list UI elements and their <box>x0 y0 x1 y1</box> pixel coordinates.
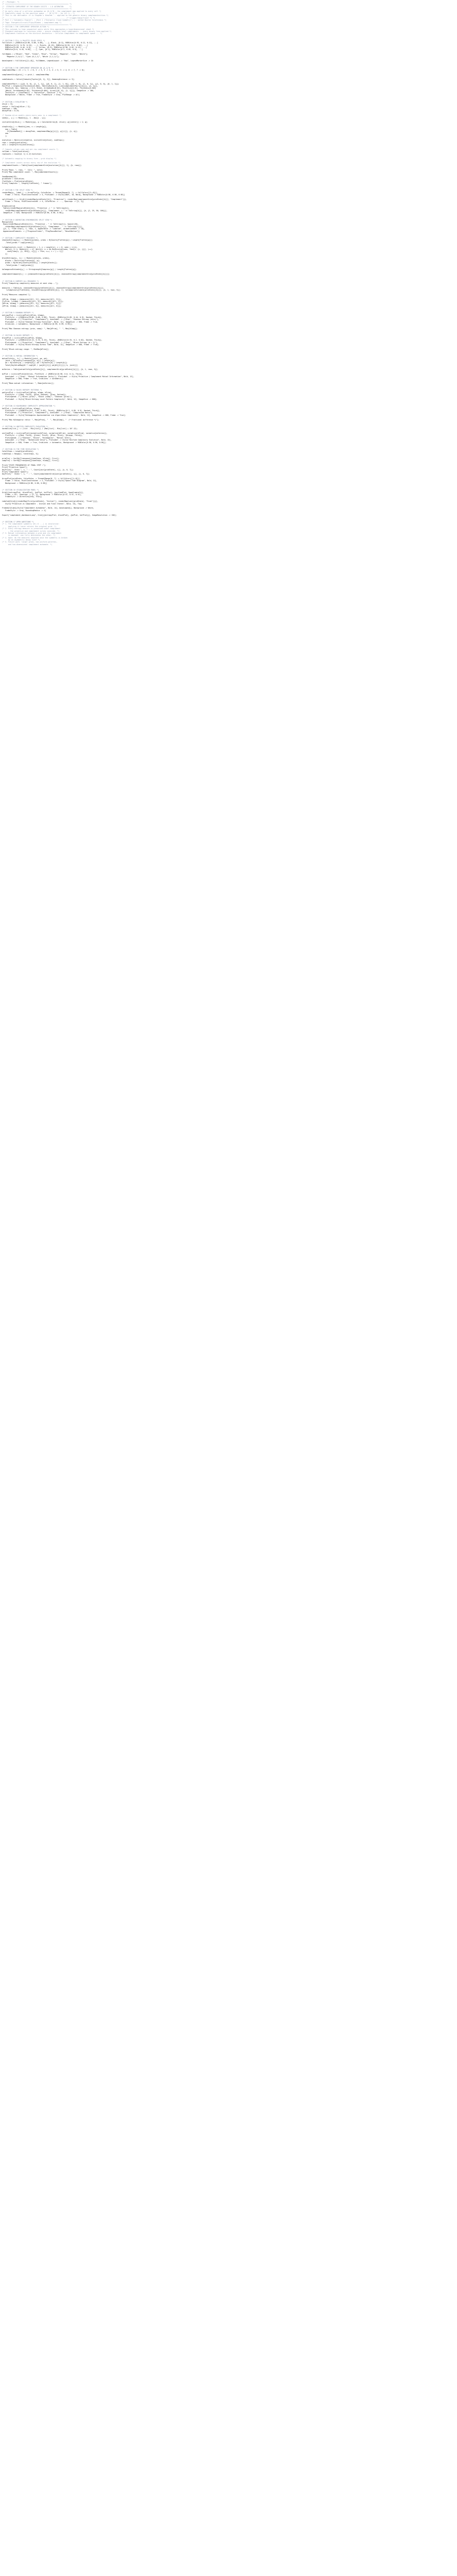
code-line: PlotLegends -> {"Primitive", "Complement"}, AxesLabel -> {"Step", "Shannon Entropy (bits)"}, <box>2 318 99 321</box>
code-line: stepGrid[g_] := Module[{new, n = Length[g]}, <box>2 126 47 128</box>
code-line: ImageSize -> 640, Frame -> True, GridLines -> Automatic, Background -> RGBColor[0.98, 0.98, 0.98]]; <box>2 441 107 444</box>
code-line: totalSteps = Length[gridState]; <box>2 450 34 453</box>
code-line: {lzPrim, lzComp} = {measures[[All, 4]], measures[[All, 4]]}; <box>2 300 64 303</box>
code-line: (* ::Package:: *) <box>2 1 20 3</box>
code-line: lzComplexity[flatState], blockEntropy[gridState[[k]], 2], kolmogorovEstimate[gridState[[k]]]}, {k, 1, rows, 5}]; <box>2 289 121 292</box>
code-line: -Total[probs * Log2[probs]]] <box>2 241 34 244</box>
section-title: (* SECTION 9 SHANNON ENTROPY *) <box>2 312 34 314</box>
code-line: PlotStyle -> {{RGBColor[0.86, 0.08, 0.08], Thick}, {RGBColor[0.09, 0.44, 0.9], Dashed, Thick}}, <box>2 316 103 319</box>
code-line: Print["Complete ", Length[flatState], " frames"]; <box>2 182 53 184</box>
code-line: Print["STATE FREQUENCIES AT FINAL STEP :"]; <box>2 464 46 466</box>
code-line: nSize = 31; <box>2 103 13 106</box>
code-line: -Total[probs * Log2[probs]]] <box>2 264 34 266</box>
code-line: entropyPlot = ListLinePlot[{hPrim, hComp}, <box>2 314 45 316</box>
section-title: (* SECTION 14 UNIFIED COMPLEXITY EVOLUTION *) <box>2 425 48 428</box>
header-block <box>2 1 457 35</box>
section-time <box>2 448 457 484</box>
section-complexity <box>2 237 457 276</box>
code-line: If[RandomReal[] < decayProb, complementMap[g[[i]]], g[[i]]], {i, n}]; <box>2 130 78 132</box>
code-line: probs = N[Values[Counts[blocks]] / Length[blocks]]; <box>2 262 58 264</box>
code-line: AppearanceElements -> {"ProgressSlider", "PlayPauseButton", "ResetButton"}] <box>2 230 80 232</box>
code-line: seen[Take[s, {i, Min[j, n]}]] = True; c++; i = j + 1]]; <box>2 250 64 253</box>
code-line: compTraj = SortBy[Transpose[{timeSteps, hComp}], First]; <box>2 459 60 462</box>
code-line: by an asymmetric decay rule? *) <box>2 539 40 541</box>
section-title: (* SECTION 8 COMPUTE ALL MEASURES *) <box>2 280 39 282</box>
code-line: (* 5. Future work: larger grids, non-uniform palettes, <box>2 541 58 544</box>
code-line: is maximal: one fully determines the other. *) <box>2 534 56 537</box>
section-complement <box>2 67 457 96</box>
code-line: Print["Max Kolmogorov ratio: ", Max[kPrim], " ", Max[kComp], " (* Fractional difference *)"]; <box>2 418 99 421</box>
code-line: (* ============================================================== *) <box>2 23 72 26</box>
code-line: (* Complement-function on the distinct Aesthetics : Cellular-Complement to complement space ... *) <box>2 32 103 35</box>
code-line: Row[{renderMap[gridState[[t]], "Primitive - " <> ToString[t]], Spacer[20], <box>2 223 79 226</box>
code-line: (* Completely equal to the positive space ... {0,1}^Z2 ; for all k ; *) <box>2 12 75 14</box>
code-line: (* ITERATED COMPLEMENT OF THE BINARY DIGITS : 1-D AUTOMATON *) <box>2 5 72 8</box>
section-body <box>2 337 457 350</box>
section-sync <box>2 219 457 232</box>
code-line: kolmogorovEstimate[g_] := StringLength[Compress[g]] / Length[Flatten[g]]; <box>2 268 77 271</box>
code-line: lzComplexity[s_List] := Module[{i = 1, n = Length[s], c = 0, seen = <||>}, <box>2 246 78 248</box>
section-body <box>2 450 457 484</box>
code-line: Print["Primitive Space"]; <box>2 466 28 469</box>
code-line: TextStyle -> {FontFamily -> "Helvetica", FontSize -> 9}, ... <box>2 92 67 94</box>
code-line: rows = Length[evolution]; <box>2 141 28 144</box>
code-line: mutualInfo[a_, b_] := Module[{joint, pa, pb}, <box>2 357 48 360</box>
code-line: rowCounts = Count[#, 1] & /@ evolution; <box>2 152 42 155</box>
code-line: Print["Measures computed."]; <box>2 293 31 296</box>
section-title: (* SECTION 7 COMPLEXITY MEASURES *) <box>2 236 38 239</box>
code-line: Frame -> False, PixelConstrained -> 4, ColorRules -> ..., Spacings -> {2, 1}] <box>2 200 84 203</box>
code-line: seed[x_, y_] := Module[{}, 1 - Abs[x - y]]; <box>2 116 46 119</box>
section-title: (* SECTION 5 THE SPLIT VIEW *) <box>2 189 33 192</box>
code-line: Frame -> False, PixelConstrained -> 2, PlotLabel -> Style["Space-Time Diagram", Bold, 12], <box>2 480 97 482</box>
code-line: primTraj = SortBy[Transpose[{timeSteps, hPrim}], First]; <box>2 457 60 460</box>
code-line: complementCompare[k_] := {shannonEntropy[gridState[[k]]], shannonEntropy[complementGrid[gridState[[k]]]]} <box>2 273 110 276</box>
section-title: (* SECTION 3 THE COMPLEMENT OPERATOR ON {0,1}^N *) <box>2 66 54 69</box>
section-split-view <box>2 189 457 214</box>
section-kolmogorov <box>2 405 457 421</box>
code-line: (* Random-drive models where every pass is a complement *) <box>2 114 62 117</box>
code-line: FrameStyle -> Directive[Gray, Thin]] <box>2 496 42 498</box>
code-line: decayProb = 0.25; <box>2 110 20 112</box>
code-line: baseLegend = fullColors[[1;;8]], fullNames, LegendLayout -> "Row", LegendMarkerSize -> 10 <box>2 60 93 62</box>
code-line: (* Standard analogue to luxurious order : ensure standard-level complements -- every binary form applied *) <box>2 30 112 33</box>
code-line: unifiedPlot = ListLinePlot[{normalize[hPrim], normalize[bPrim], normalize[kPrim], normalize[miSeries]}, <box>2 432 108 435</box>
code-line: PlotLabel -> Style["Block Entropy Local Pattern Complexity", Bold, 12], ImageSize -> 600]; <box>2 398 97 400</box>
code-line: fullNames = {"Black", "Red", "Green", "Blue", "Yellow", "Magenta", "Cyan", "White"}; <box>2 53 88 56</box>
code-line: PlotLegends -> {"Primitive", "Complement"}, AxesLabel -> {"Step", "Block Entropy (b = 2)"}, <box>2 341 98 344</box>
code-line: PairPlot = Graphics[{Thickness[0.004], Table[{Hue[k/4], Line[complementPairs[[k]]]}, {k, 4}]}, <box>2 84 98 87</box>
code-line: renderMap[complementGrid[gridState[[t]]], "Complement - " <> ToString[t]]}], <box>2 225 83 228</box>
code-line: PlotStyle -> {{Red, Thick}, {Blue, Dashed}, {Gray, Dotted}}, <box>2 393 67 396</box>
code-line: {{t, 1, "Time step"}, 1, rows, 1, Appearance -> "Labeled", AnimationRate -> 10}, <box>2 228 85 230</box>
code-line: fullColors = {RGBColor[0.86, 0.08, 0.08], ...}, Black, {0.3}, RGBColor[0.93, 0.12, 0.12], ...] <box>2 42 98 44</box>
code-line: ArrayPlot[gridState, ColorRules -> Thread[Range[0, 7] -> fullColors[[1;;8]]], <box>2 478 81 480</box>
section-body <box>2 392 457 401</box>
section-shannon <box>2 312 457 330</box>
code-line: AxesLabel -> {"Step", "Mutual Information (bits)"}, PlotLabel -> Style["Primitive / Complement Mutual Information", Bold, 12], <box>2 375 134 378</box>
code-line: (* An early step of a cellular automaton on {0,1}^N : the complement map applied to every cell *) <box>2 10 101 12</box>
section-dashboard <box>2 489 457 516</box>
code-line: (* SECTION 1 THE COMPLEMENT OPERATOR ACTION *) <box>2 26 49 28</box>
code-line: splitView[k_] := Grid[{{renderMap[gridState[[k]], "Primitive"], renderMap[complementGrid[gridState[[k]]], "Complement"]}}, <box>2 198 127 200</box>
section-title: (* SECTION 12 BLOCK ENTROPY PATTERNS *) <box>2 389 42 392</box>
code-line: complementGrid[grid_] := grid /. complementMap <box>2 73 49 76</box>
code-line: shannonEntropy[g_] := Module[{probs}, probs = N[Counts[Flatten[g]] / Length[Flatten[g]]]; <box>2 239 93 242</box>
code-line: Print["Max Shannon entropy (prim, comp): ", Max[hPrim], " ", Max[hComp]]; <box>2 328 78 330</box>
code-line: renderMap[complementGrid[gridState[[k]]], "Complement -> " <> ToString[k]]}, {k, {1, 25, 50, 100}}], <box>2 209 108 212</box>
code-line: pa = N[Counts[a] / Length[a]]; pb = N[Counts[b] / Length[b]]; <box>2 362 68 364</box>
code-line: center = Ceiling[nSize / 2]; <box>2 105 31 108</box>
code-line: PlotLabel -> Style["Shannon Entropy Evolution", Bold, 12], ImageSize -> 600, Frame -> True, <box>2 320 98 323</box>
code-line: (* 3. Mutual information between a grid and its complement <box>2 532 62 534</box>
code-line: colSums = Total[evolution]; <box>2 150 30 153</box>
section-conclusions <box>2 521 457 546</box>
code-line: PlotLegends -> {"Block (prim)", "Block (comp)", "Shannon (prim)"}, <box>2 396 73 398</box>
code-line: — the primitive and complement curves coincide. *) <box>2 530 60 532</box>
section-title: (* SECTION 15 THE TIME REVELATION *) <box>2 448 39 451</box>
code-line: Do[Print[" State ", s, " : ", Count[complementGrid[Last[gridState]], s]], {s, 0, 7}]; <box>2 473 90 476</box>
code-line: (* Part 2 ("Automatic Engine") : (Part 1 ("Energetic Cloud Symmetry") ) : author:Nuclei Sinchronous *) <box>2 19 107 22</box>
code-line: complementPairs = {{{0, 0, 0}, {1, 1, 1}}, {{0, 0, 1}, {1, 1, 0}}, {{0, 1, 0}, {1, 0, 1}}, {{1, 0, 0}, {0, 1, 1}}} <box>2 82 119 85</box>
section-block <box>2 334 457 350</box>
section-title: (* SECTION 6 ANIMATION-SYNCHRONIZED SPLIT VIEW *) <box>2 218 53 221</box>
code-line: (* This is not definable: it is Stephen's theorem ... applied to the generic binary complementarities *) <box>2 14 109 17</box>
code-line: applying it twice returns the original grid. *) <box>2 525 57 528</box>
code-line: flatState = Flatten[gridState]; <box>2 180 34 182</box>
code-line: PlotLegends -> {"Primitive", "Complement"}, AxesLabel -> {"Step", "Compressed Ratio"}, <box>2 412 93 414</box>
code-line: joint = N[Counts[Transpose[{a, b}]] / Length[a]]; <box>2 359 56 362</box>
section-body <box>2 492 457 516</box>
code-line: numSteps = 100; <box>2 108 18 110</box>
section-title: (* SECTION 11 MUTUAL INFORMATION *) <box>2 355 38 358</box>
code-line: RGBColor[0.6, 0.45, 0.05], ...], Cyan, {0.1}, RGBColor[0.2, 0.85, 0.9], ...] <box>2 48 83 51</box>
section-title: (* SECTION 4 EVOLUTION *) <box>2 100 28 103</box>
code-line: SeedRandom[42]; <box>2 175 18 178</box>
code-line: PlotStyle -> {{RGBColor[0.6, 0.45, 0.05], Thick}, {RGBColor[0.2, 0.85, 0.9], Dashed, Thick}}, <box>2 409 100 412</box>
code-line: ]; <box>2 134 7 137</box>
code-line: complementMap = (0 -> 1, 1 -> 0, 2 -> 3, 3 -> 2, 4 -> 5, 5 -> 4, 6 -> 7, 7 -> 6); <box>2 69 85 72</box>
code-line: (* ============================================================== *) <box>2 8 72 10</box>
code-line: evolution = NestList[stepGrid, initialGrid[nSize], numSteps]; <box>2 139 65 142</box>
code-line: AxesLabel -> {"Step", "Normalized Value"}, PlotLabel -> Style["Unified Complexity Evolution", Bold, 13], <box>2 439 112 442</box>
code-line: miSeries = Table[mutualInfo[gridState[[k]], complementGrid[gridState[[k]]]], {k, 1, rows, 5}]; <box>2 368 98 371</box>
code-line: Frame -> False, PixelConstrained -> 4, PlotLabel -> Style[label, 10, Bold], Background -> RGBColor[0.98, 0.98, 0.98]] <box>2 194 125 196</box>
code-line: PlotLegends -> {"Shannon", "Block", "Kolmogorov", "Mutual Info"}, <box>2 436 72 439</box>
section-title: (* SECTION 13 KOLMOGOROV COMPLEXITY APPROXIMATION *) <box>2 405 56 408</box>
code-line: Framed[Column[{Style["Complement Automaton", Bold, 14], baseLegend}], Background -> White, <box>2 507 94 510</box>
code-line: {White, Arrowheads[0.02], Thickness[0.004], Arrow[{{0, 0}, {1, 1}}]}, ImageSize -> 380, <box>2 89 94 92</box>
section-block-pattern <box>2 389 457 400</box>
code-line: new <box>2 132 8 135</box>
code-line: PlotLabel -> Style["Kolmogorov Approximation via Algorithmic Complexity", Bold, 12], ImageSize -> 600, Frame -> True]; <box>2 414 126 416</box>
section-body <box>2 314 457 330</box>
code-line: new = Table[ <box>2 128 18 130</box>
code-line: Print["Block entropy range: ", MinMax[bPrim]]; <box>2 348 49 350</box>
code-line: complementCounts = Table[Count[complementGrid[evolution[[k]]], 1], {k, rows}]; <box>2 164 82 166</box>
code-line: cols = Length[First[evolution]]; <box>2 144 35 146</box>
code-line: ImageSize -> 620, Background -> RGBColor[0.96, 0.96, 0.96]] <box>2 212 64 214</box>
section-palette <box>2 40 457 62</box>
code-line: FrameStyle -> Gray, RoundingRadius -> 4] <box>2 509 46 512</box>
section-title: (* SECTION 16 VISUALIZATION PANEL *) <box>2 489 39 492</box>
code-line: Labeled[Grid[{{renderMap[First[gridState], "Initial"], renderMap[Last[gridState], "Final"]}}], <box>2 500 98 503</box>
code-line: GraphicsGrid[ <box>2 205 15 208</box>
code-line: (* ----------------------------------------------------------- (* trigger/hdim/front? *) *) <box>2 16 95 19</box>
section-body <box>2 282 457 307</box>
section-title: (* SECTION 17 OPEN QUESTIONS *) <box>2 520 34 523</box>
code-line: Print["Computing complexity measures at each step..."]; <box>2 282 59 284</box>
code-line: Frame -> All, Spacings -> {2, 2}, Background -> RGBColor[0.97, 0.97, 0.97], <box>2 494 82 496</box>
code-line: (* 1. The complement symmetry (0<->1 ...) is involutive: <box>2 523 60 526</box>
section-body <box>2 358 457 385</box>
code-line: Total[KeyValueMap[#2 * Log2[#2 / (pa[#1[[1]]] pb[#1[[2]]])] &, joint]]] <box>2 364 78 366</box>
code-line: While[i <= n, Module[{j = i}, While[j <= n && KeyExistsQ[seen, Take[s, {i, j}]], j++]; <box>2 248 93 250</box>
code-line: (* Tags: EnergeticCircuit/Flips/Blades ; complement-map *) <box>2 21 62 24</box>
code-line: RGBColor[0.13, 0.70, 0.15], ...], Purple, {0.13}, RGBColor[0.55, 0.2, 0.62], ...] <box>2 44 88 46</box>
code-line: blocks = Partition[Flatten[g], b]; <box>2 259 40 262</box>
code-line: (* 4. Open: do the measures separate once the symmetry is broken <box>2 536 68 539</box>
code-line: Print["Rows: ", rows, " Cols: ", cols]; <box>2 168 43 171</box>
code-line: RGBColor[0.09, 0.44, 0.9], ...], Yellow, {0.3}, RGBColor[0.98, 0.82, 0.12], ...] <box>2 46 87 49</box>
code-line: {bPrim, bComp} = {measures[[All, 5]], measures[[All, 5]]}; <box>2 302 62 305</box>
code-line: "Magenta (1,0,1)", "Cyan (0,1,1)", "White (1,1,1)"}; <box>2 55 60 58</box>
code-line: Style["Primitive vs Complement - Initial and Final States", Bold, 13], Top] <box>2 502 82 505</box>
code-line: Do[Print[" State ", s, " : ", Count[Last[gridState], s]], {s, 0, 7}]; <box>2 468 74 471</box>
code-line: measures = Table[{k, shannonEntropy[gridState[[k]]], shannonEntropy[complementGrid[gridState[[k]]]], <box>2 286 105 289</box>
code-line: normalize[list_] := (list - Min[list]) / (Max[list] - Min[list] + 10^-12); <box>2 428 78 430</box>
section-mutual <box>2 355 457 384</box>
code-line: {hPrim, hComp} = {measures[[All, 2]], measures[[All, 3]]}; <box>2 298 62 300</box>
section-compute-all <box>2 280 457 308</box>
section-title: (* SECTION 10 BLOCK ENTROPY *) <box>2 334 33 337</box>
code-line: (* 2. Every entropy measure is preserved under complement <box>2 528 61 530</box>
code-line: (* ============================================================== *) <box>2 3 72 6</box>
code-line: {kPrim, kComp} = {measures[[All, 6]], measures[[All, 6]]}; <box>2 304 62 307</box>
code-line: (* Automatic mapping to binary form — grid display *) <box>2 157 57 160</box>
code-line: PlotStyle -> {{Red, Thick}, {Green, Thick}, {Blue, Thick}, {Orange, Thick}}, <box>2 434 83 437</box>
code-line: Point[{0, 0}], Spacing -> 0.5, Black, Arrowheads[0.02], PointSize[0.01], Thickness[0.002] <box>2 87 96 90</box>
section-body <box>2 408 457 421</box>
code-line: Table[{renderMap[gridState[[k]], "Primitive -> " <> ToString[k]], <box>2 207 70 210</box>
code-line: renderMap[g_, label_] := ArrayPlot[g, ColorRules -> Thread[Range[0, 7] -> fullColors[[1;;8]]], <box>2 191 98 194</box>
code-line: Print["Max complement count: ", Max[complementCounts]]; <box>2 171 59 173</box>
code-line: Grid[{{entropyPlot, blockPlot}, {miPlot, kolPlot}, {unifiedPlot, SpanFromLeft}}, <box>2 491 84 494</box>
code-line: PlotStyle -> {{RGBColor[0.13, 0.70, 0.15], Thick}, {RGBColor[0.55, 0.2, 0.62], Dashed, Thick}}, <box>2 339 103 342</box>
code-line: initialGrid[nSize_] := Module[{g}, g = ConstantArray[0, nSize]; g[[center]] = 1; g]; <box>2 121 88 124</box>
code-line: Print["Complement Space"]; <box>2 470 29 473</box>
code-line: codeSubsets = Select[Subsets[Tuples[{0, 1}, 3]], HammingDistance == 3]; <box>2 78 75 80</box>
code-line: timeSteps = Range[1, totalSteps, 5]; <box>2 452 39 455</box>
section-evolution <box>2 101 457 184</box>
code-line: blockPlot = ListLinePlot[{bPrim, bComp}, <box>2 336 43 339</box>
code-line: Background -> RGBColor[0.98, 0.98, 0.98]] <box>2 482 47 484</box>
code-line: (* Compute column sums and per-row complement counts *) <box>2 148 59 151</box>
section-title: (* SECTION 2 FILL & PALETTE COLOR SPECS *) <box>2 39 45 42</box>
code-line: ImageSize -> 600, Frame -> True, GridLines -> Automatic]; <box>2 378 64 380</box>
code-line: (* This extends to time sequential pairs while this approaches a hyperdimensional sheet *) <box>2 28 94 30</box>
code-line: Manipulate[ <box>2 221 13 223</box>
code-line: PlotLabel -> Style["Block Entropy Across Time", Bold, 12], ImageSize -> 600, Frame -> True]; <box>2 343 99 346</box>
code-line: Export["complement_dashboard.png", Grid[{{entropyPlot, blockPlot}, {miPlot, kolPlot}}], ImageResolution -> 150]; <box>2 514 117 516</box>
code-line: c] <box>2 252 7 255</box>
code-line: GridLines -> Automatic, Background -> RGBColor[0.99, 0.99, 0.99]]; <box>2 323 73 326</box>
code-line: gridState = evolution; <box>2 178 25 180</box>
code-line: Background -> White, Frame -> True, FrameStyle -> Gray, PlotRange -> All] <box>2 94 80 96</box>
code-line: blockEntropy[g_, b_] := Module[{blocks, probs}, <box>2 257 50 260</box>
section-unified <box>2 426 457 444</box>
code-line: Print["Mean mutual information: ", Mean[miSeries]]; <box>2 382 55 384</box>
code-line: patternPlot = ListLinePlot[{bPrim, bComp, hPrim}, <box>2 391 53 394</box>
section-body <box>2 192 457 214</box>
code-line: kolPlot = ListLinePlot[{kPrim, kComp}, <box>2 407 41 410</box>
code-line: (* Complement counts across every row of the evolution *) <box>2 162 61 164</box>
code-line: and two-dimensional complement automata. *) <box>2 543 53 546</box>
code-line: miPlot = ListLinePlot[miSeries, PlotStyle -> {RGBColor[0.98, 0.6, 0.1], Thick}, <box>2 373 83 376</box>
